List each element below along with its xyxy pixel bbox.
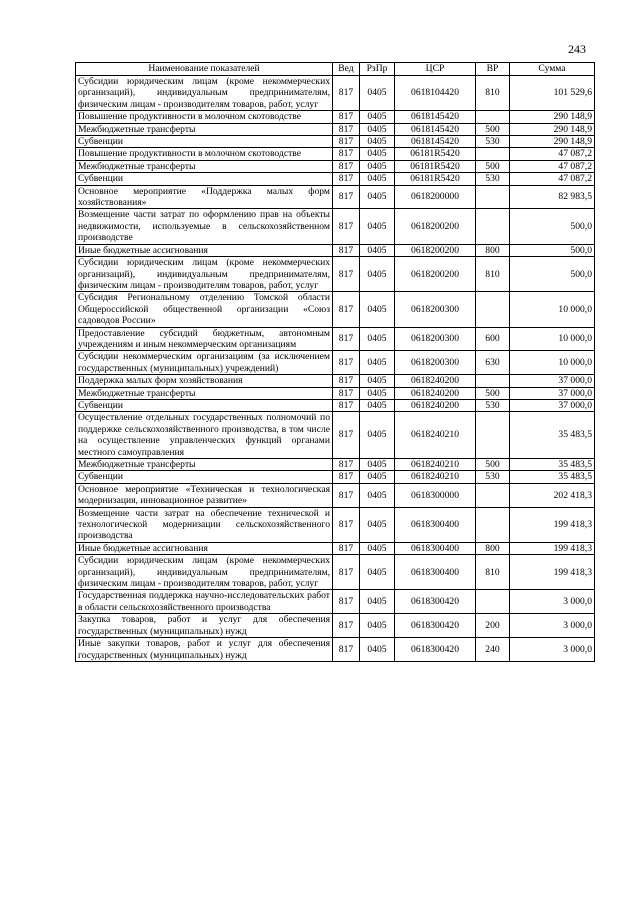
table-row — [76, 555, 595, 590]
row-sum-cell: 290 148,9 — [510, 111, 595, 123]
row-name-cell: Межбюджетные трансферты — [76, 123, 333, 135]
row-ved-cell: 817 — [333, 542, 360, 554]
row-ved-cell: 817 — [333, 614, 360, 638]
row-sum-cell: 47 087,2 — [510, 160, 595, 172]
row-rzpr-cell: 0405 — [360, 638, 395, 662]
row-vr-cell: 810 — [476, 555, 510, 590]
row-csr-cell: 0618104420 — [395, 76, 476, 111]
row-sum-cell: 199 418,3 — [510, 542, 595, 554]
row-csr-cell: 0618200200 — [395, 209, 476, 244]
row-csr-cell: 0618240200 — [395, 387, 476, 399]
row-name-cell: Субвенции — [76, 136, 333, 148]
row-ved-cell: 817 — [333, 173, 360, 185]
row-vr-cell: 500 — [476, 160, 510, 172]
row-vr-cell — [476, 209, 510, 244]
row-csr-cell: 0618240200 — [395, 399, 476, 411]
row-name-cell: Осуществление отдельных государственных полномочий по поддержке сельскохозяйственного производства, в том числе на осуществление управленческих функций органами местного самоуправления — [76, 412, 333, 459]
row-name-cell: Возмещение части затрат по оформлению прав на объекты недвижимости, используемые в сельскохозяйственном производстве — [76, 209, 333, 244]
row-csr-cell: 0618145420 — [395, 111, 476, 123]
table-row — [76, 375, 595, 387]
row-csr-cell: 0618300420 — [395, 638, 476, 662]
column-header-vr: ВР — [476, 63, 510, 76]
row-vr-cell — [476, 507, 510, 542]
budget-table — [75, 62, 595, 662]
row-name-cell: Иные бюджетные ассигнования — [76, 542, 333, 554]
row-ved-cell: 817 — [333, 483, 360, 507]
row-rzpr-cell: 0405 — [360, 387, 395, 399]
row-sum-cell: 500,0 — [510, 244, 595, 256]
row-vr-cell: 500 — [476, 123, 510, 135]
row-vr-cell: 240 — [476, 638, 510, 662]
row-rzpr-cell: 0405 — [360, 136, 395, 148]
column-header-rzpr: РзПр — [360, 63, 395, 76]
row-rzpr-cell: 0405 — [360, 173, 395, 185]
column-header-sum: Сумма — [510, 63, 595, 76]
row-csr-cell: 06181R5420 — [395, 173, 476, 185]
row-rzpr-cell: 0405 — [360, 292, 395, 327]
row-ved-cell: 817 — [333, 351, 360, 375]
row-csr-cell: 0618240210 — [395, 412, 476, 459]
row-csr-cell: 0618300400 — [395, 507, 476, 542]
row-name-cell: Субсидии некоммерческим организациям (за исключением государственных (муниципальных) учреждений) — [76, 351, 333, 375]
column-header-ved: Вед — [333, 63, 360, 76]
row-sum-cell: 3 000,0 — [510, 638, 595, 662]
table-row — [76, 136, 595, 148]
row-rzpr-cell: 0405 — [360, 555, 395, 590]
table-row — [76, 209, 595, 244]
row-ved-cell: 817 — [333, 160, 360, 172]
row-vr-cell: 810 — [476, 257, 510, 292]
row-ved-cell: 817 — [333, 375, 360, 387]
row-sum-cell: 37 000,0 — [510, 399, 595, 411]
row-name-cell: Повышение продуктивности в молочном скотоводстве — [76, 148, 333, 160]
row-sum-cell: 101 529,6 — [510, 76, 595, 111]
row-csr-cell: 0618240210 — [395, 471, 476, 483]
row-ved-cell: 817 — [333, 123, 360, 135]
row-ved-cell: 817 — [333, 412, 360, 459]
table-body — [76, 76, 595, 662]
row-ved-cell: 817 — [333, 292, 360, 327]
page-number: 243 — [568, 42, 586, 56]
row-vr-cell: 530 — [476, 136, 510, 148]
row-rzpr-cell: 0405 — [360, 209, 395, 244]
row-vr-cell: 530 — [476, 173, 510, 185]
row-sum-cell: 199 418,3 — [510, 507, 595, 542]
row-sum-cell: 47 087,2 — [510, 148, 595, 160]
table-row — [76, 471, 595, 483]
row-rzpr-cell: 0405 — [360, 351, 395, 375]
row-vr-cell: 200 — [476, 614, 510, 638]
row-sum-cell: 202 418,3 — [510, 483, 595, 507]
row-rzpr-cell: 0405 — [360, 123, 395, 135]
table-row — [76, 76, 595, 111]
row-csr-cell: 0618145420 — [395, 123, 476, 135]
table-row — [76, 507, 595, 542]
row-name-cell: Государственная поддержка научно-исследовательских работ в области сельскохозяйственного производства — [76, 590, 333, 614]
table-row — [76, 244, 595, 256]
row-rzpr-cell: 0405 — [360, 471, 395, 483]
row-ved-cell: 817 — [333, 471, 360, 483]
row-name-cell: Поддержка малых форм хозяйствования — [76, 375, 333, 387]
row-vr-cell — [476, 185, 510, 209]
table-row — [76, 542, 595, 554]
row-vr-cell — [476, 590, 510, 614]
row-csr-cell: 06181R5420 — [395, 160, 476, 172]
row-name-cell: Повышение продуктивности в молочном скотоводстве — [76, 111, 333, 123]
row-name-cell: Межбюджетные трансферты — [76, 387, 333, 399]
row-sum-cell: 290 148,9 — [510, 136, 595, 148]
row-name-cell: Предоставление субсидий бюджетным, автономным учреждениям и иным некоммерческим организациям — [76, 327, 333, 351]
table-row — [76, 292, 595, 327]
row-name-cell: Субвенции — [76, 471, 333, 483]
row-sum-cell: 3 000,0 — [510, 590, 595, 614]
row-ved-cell: 817 — [333, 327, 360, 351]
row-sum-cell: 37 000,0 — [510, 387, 595, 399]
row-vr-cell — [476, 483, 510, 507]
table-row — [76, 160, 595, 172]
row-name-cell: Закупка товаров, работ и услуг для обеспечения государственных (муниципальных) нужд — [76, 614, 333, 638]
row-rzpr-cell: 0405 — [360, 507, 395, 542]
row-sum-cell: 199 418,3 — [510, 555, 595, 590]
column-header-name: Наименование показателей — [76, 63, 333, 76]
table-row — [76, 123, 595, 135]
row-csr-cell: 0618145420 — [395, 136, 476, 148]
row-rzpr-cell: 0405 — [360, 111, 395, 123]
row-rzpr-cell: 0405 — [360, 257, 395, 292]
row-ved-cell: 817 — [333, 507, 360, 542]
row-name-cell: Основное мероприятие «Поддержка малых форм хозяйствования» — [76, 185, 333, 209]
row-ved-cell: 817 — [333, 244, 360, 256]
row-name-cell: Иные закупки товаров, работ и услуг для обеспечения государственных (муниципальных) нужд — [76, 638, 333, 662]
table-row — [76, 148, 595, 160]
row-sum-cell: 10 000,0 — [510, 351, 595, 375]
row-rzpr-cell: 0405 — [360, 614, 395, 638]
table-row — [76, 412, 595, 459]
row-csr-cell: 0618200300 — [395, 351, 476, 375]
row-csr-cell: 0618200300 — [395, 292, 476, 327]
row-vr-cell: 530 — [476, 471, 510, 483]
row-rzpr-cell: 0405 — [360, 185, 395, 209]
row-sum-cell: 10 000,0 — [510, 327, 595, 351]
row-ved-cell: 817 — [333, 387, 360, 399]
row-sum-cell: 35 483,5 — [510, 471, 595, 483]
row-sum-cell: 500,0 — [510, 209, 595, 244]
row-rzpr-cell: 0405 — [360, 244, 395, 256]
table-row — [76, 327, 595, 351]
row-rzpr-cell: 0405 — [360, 412, 395, 459]
row-name-cell: Основное мероприятие «Техническая и технологическая модернизация, инновационное развитие» — [76, 483, 333, 507]
row-ved-cell: 817 — [333, 111, 360, 123]
row-vr-cell: 500 — [476, 459, 510, 471]
table-row — [76, 638, 595, 662]
row-vr-cell — [476, 412, 510, 459]
row-name-cell: Межбюджетные трансферты — [76, 459, 333, 471]
row-sum-cell: 3 000,0 — [510, 614, 595, 638]
row-vr-cell: 800 — [476, 244, 510, 256]
row-vr-cell — [476, 375, 510, 387]
column-header-csr: ЦСР — [395, 63, 476, 76]
row-name-cell: Иные бюджетные ассигнования — [76, 244, 333, 256]
table-row — [76, 111, 595, 123]
row-rzpr-cell: 0405 — [360, 483, 395, 507]
table-row — [76, 590, 595, 614]
row-ved-cell: 817 — [333, 257, 360, 292]
row-ved-cell: 817 — [333, 185, 360, 209]
table-row — [76, 185, 595, 209]
row-vr-cell — [476, 292, 510, 327]
table-row — [76, 483, 595, 507]
row-rzpr-cell: 0405 — [360, 459, 395, 471]
row-ved-cell: 817 — [333, 555, 360, 590]
table-row — [76, 399, 595, 411]
row-vr-cell: 600 — [476, 327, 510, 351]
row-csr-cell: 0618300400 — [395, 555, 476, 590]
row-name-cell: Субсидии юридическим лицам (кроме некоммерческих организаций), индивидуальным предпринимателям, физическим лицам - производителям товаров, работ, услуг — [76, 257, 333, 292]
table-row — [76, 173, 595, 185]
row-ved-cell: 817 — [333, 459, 360, 471]
row-name-cell: Субвенции — [76, 399, 333, 411]
row-vr-cell: 800 — [476, 542, 510, 554]
row-ved-cell: 817 — [333, 399, 360, 411]
table-row — [76, 257, 595, 292]
row-rzpr-cell: 0405 — [360, 148, 395, 160]
row-ved-cell: 817 — [333, 148, 360, 160]
row-ved-cell: 817 — [333, 590, 360, 614]
row-vr-cell — [476, 148, 510, 160]
row-sum-cell: 10 000,0 — [510, 292, 595, 327]
row-rzpr-cell: 0405 — [360, 542, 395, 554]
table-row — [76, 387, 595, 399]
row-ved-cell: 817 — [333, 209, 360, 244]
row-csr-cell: 0618240200 — [395, 375, 476, 387]
row-csr-cell: 06181R5420 — [395, 148, 476, 160]
row-csr-cell: 0618300420 — [395, 614, 476, 638]
row-csr-cell: 0618240210 — [395, 459, 476, 471]
row-vr-cell: 810 — [476, 76, 510, 111]
row-name-cell: Возмещение части затрат на обеспечение технической и технологической модернизации сельскохозяйственного производства — [76, 507, 333, 542]
row-rzpr-cell: 0405 — [360, 327, 395, 351]
row-sum-cell: 35 483,5 — [510, 459, 595, 471]
table-row — [76, 351, 595, 375]
row-csr-cell: 0618200300 — [395, 327, 476, 351]
row-name-cell: Субвенции — [76, 173, 333, 185]
table-row — [76, 614, 595, 638]
table-header-row — [76, 63, 595, 76]
row-csr-cell: 0618200200 — [395, 244, 476, 256]
row-name-cell: Субсидии юридическим лицам (кроме некоммерческих организаций), индивидуальным предпринимателям, физическим лицам - производителям товаров, работ, услуг — [76, 555, 333, 590]
row-name-cell: Межбюджетные трансферты — [76, 160, 333, 172]
row-rzpr-cell: 0405 — [360, 160, 395, 172]
row-csr-cell: 0618300000 — [395, 483, 476, 507]
row-sum-cell: 500,0 — [510, 257, 595, 292]
row-rzpr-cell: 0405 — [360, 76, 395, 111]
row-sum-cell: 35 483,5 — [510, 412, 595, 459]
row-ved-cell: 817 — [333, 136, 360, 148]
row-vr-cell: 530 — [476, 399, 510, 411]
row-name-cell: Субсидия Региональному отделению Томской области Общероссийской общественной организации «Союз садоводов России» — [76, 292, 333, 327]
row-sum-cell: 290 148,9 — [510, 123, 595, 135]
row-csr-cell: 0618300400 — [395, 542, 476, 554]
row-vr-cell: 500 — [476, 387, 510, 399]
row-rzpr-cell: 0405 — [360, 399, 395, 411]
row-ved-cell: 817 — [333, 638, 360, 662]
table-row — [76, 459, 595, 471]
row-csr-cell: 0618200000 — [395, 185, 476, 209]
row-rzpr-cell: 0405 — [360, 375, 395, 387]
row-rzpr-cell: 0405 — [360, 590, 395, 614]
row-ved-cell: 817 — [333, 76, 360, 111]
row-sum-cell: 47 087,2 — [510, 173, 595, 185]
row-name-cell: Субсидии юридическим лицам (кроме некоммерческих организаций), индивидуальным предпринимателям, физическим лицам - производителям товаров, работ, услуг — [76, 76, 333, 111]
row-sum-cell: 82 983,5 — [510, 185, 595, 209]
row-vr-cell — [476, 111, 510, 123]
row-csr-cell: 0618200200 — [395, 257, 476, 292]
row-csr-cell: 0618300420 — [395, 590, 476, 614]
row-sum-cell: 37 000,0 — [510, 375, 595, 387]
row-vr-cell: 630 — [476, 351, 510, 375]
